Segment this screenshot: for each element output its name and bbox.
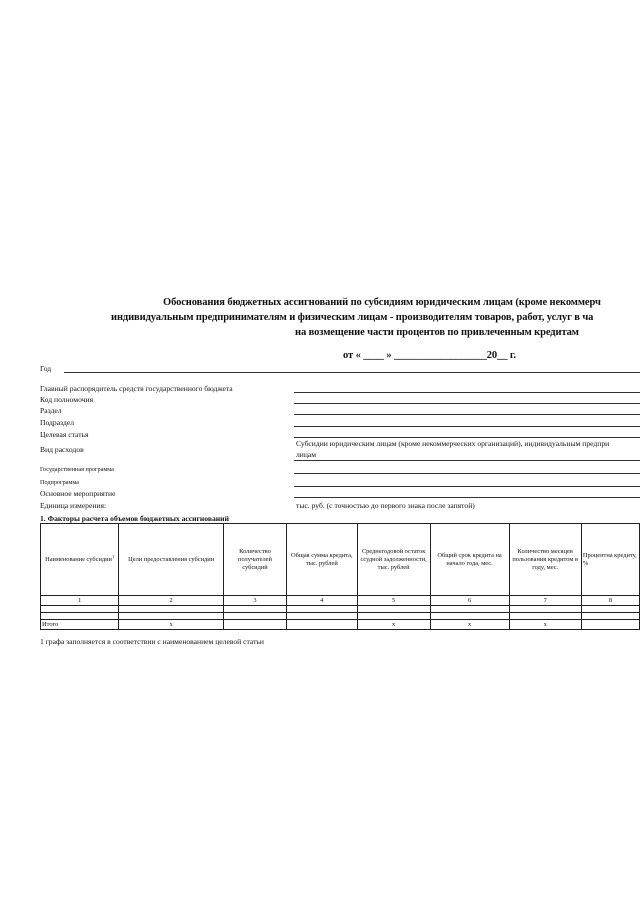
- header-cell: Среднегодовой остаток ссудной задолженности, тыс. рублей: [357, 524, 430, 596]
- header-cell: Количество получателей субсидий: [223, 524, 286, 596]
- subsection-input-line[interactable]: [294, 426, 640, 427]
- subprogram-input-line[interactable]: [294, 486, 640, 487]
- table-cell[interactable]: [41, 606, 119, 613]
- year-input-line[interactable]: [64, 372, 640, 373]
- state-program-label: Государственная программа: [40, 466, 114, 473]
- title-line-3: на возмещение части процентов по привлеченным кредитам: [295, 327, 579, 338]
- footnote: 1 графа заполняется в соответствии с наименованием целевой статьи: [40, 637, 264, 646]
- table-header-row: [41, 524, 640, 596]
- x-mark: x: [430, 620, 509, 630]
- column-number: 6: [430, 596, 509, 606]
- table-cell[interactable]: [509, 606, 581, 613]
- year-label: Год: [40, 364, 52, 373]
- header-cell: Количество месяцев пользования кредитом в году, мес.: [509, 524, 581, 596]
- table-cell[interactable]: [119, 613, 224, 620]
- table-cell[interactable]: [581, 606, 639, 613]
- table-cell[interactable]: [41, 613, 119, 620]
- powers-code-input-line[interactable]: [294, 403, 640, 404]
- main-event-label: Основное мероприятие: [40, 489, 116, 498]
- x-mark: x: [119, 620, 224, 630]
- column-number: 2: [119, 596, 224, 606]
- table-cell[interactable]: [357, 606, 430, 613]
- table-cell[interactable]: [286, 620, 357, 630]
- total-label: Итого: [41, 620, 119, 630]
- table-cell[interactable]: [223, 613, 286, 620]
- subprogram-label: Подпрограмма: [40, 479, 79, 486]
- header-cell: Наименование субсидии$^1$: [41, 524, 119, 596]
- unit-label: Единица измерения:: [40, 501, 107, 510]
- table-cell[interactable]: [430, 613, 509, 620]
- date-line: от « ____ » __________________20__ г.: [343, 350, 516, 361]
- target-article-input-line[interactable]: [294, 437, 640, 438]
- column-number: 4: [286, 596, 357, 606]
- table-cell[interactable]: [581, 613, 639, 620]
- expense-type-value-2: лицам: [296, 450, 317, 459]
- column-number: 7: [509, 596, 581, 606]
- section-label: Раздел: [40, 406, 62, 415]
- header-cell: Общая сумма кредита, тыс. рублей: [286, 524, 357, 596]
- unit-value: тыс. руб. (с точностью до первого знака после запятой): [296, 501, 475, 510]
- powers-code-label: Код полномочия: [40, 395, 94, 404]
- column-number: 3: [223, 596, 286, 606]
- table-total-row: [41, 620, 640, 630]
- table-cell[interactable]: [286, 606, 357, 613]
- header-cell: Общий срок кредита на начало года, мес.: [430, 524, 509, 596]
- state-program-input-line[interactable]: [294, 473, 640, 474]
- table-cell[interactable]: [581, 620, 639, 630]
- table-row: [41, 613, 640, 620]
- table-cell[interactable]: [509, 613, 581, 620]
- table-cell[interactable]: [430, 606, 509, 613]
- table-number-row: [41, 596, 640, 606]
- table-cell[interactable]: [119, 606, 224, 613]
- main-event-input-line[interactable]: [294, 497, 640, 498]
- table-cell[interactable]: [223, 620, 286, 630]
- title-line-2: индивидуальным предпринимателям и физическим лицам - производителям товаров, работ, услуг в ча: [111, 312, 594, 323]
- expense-type-input-line[interactable]: [294, 460, 640, 461]
- table-cell[interactable]: [286, 613, 357, 620]
- subsection-label: Подраздел: [40, 418, 74, 427]
- column-number: 5: [357, 596, 430, 606]
- main-manager-label: Главный распорядитель средств государственного бюджета: [40, 384, 233, 393]
- table-cell[interactable]: [223, 606, 286, 613]
- section-title: 1. Факторы расчета объемов бюджетных ассигнований: [40, 514, 229, 523]
- table-row: [41, 606, 640, 613]
- title-line-1: Обоснования бюджетных ассигнований по субсидиям юридическим лицам (кроме некоммерч: [163, 297, 601, 308]
- target-article-label: Целевая статья: [40, 430, 89, 439]
- x-mark: x: [357, 620, 430, 630]
- header-cell: Процентна кредиту, %: [581, 524, 639, 596]
- factors-table: [40, 523, 640, 630]
- table-cell[interactable]: [357, 613, 430, 620]
- section-input-line[interactable]: [294, 414, 640, 415]
- column-number: 1: [41, 596, 119, 606]
- header-cell: Цели предоставления субсидии: [119, 524, 224, 596]
- x-mark: x: [509, 620, 581, 630]
- expense-type-label: Вид расходов: [40, 445, 84, 454]
- column-number: 8: [581, 596, 639, 606]
- main-manager-input-line[interactable]: [294, 392, 640, 393]
- expense-type-value: Субсидии юридическим лицам (кроме некоммерческих организаций), индивидуальным предпри: [296, 439, 610, 448]
